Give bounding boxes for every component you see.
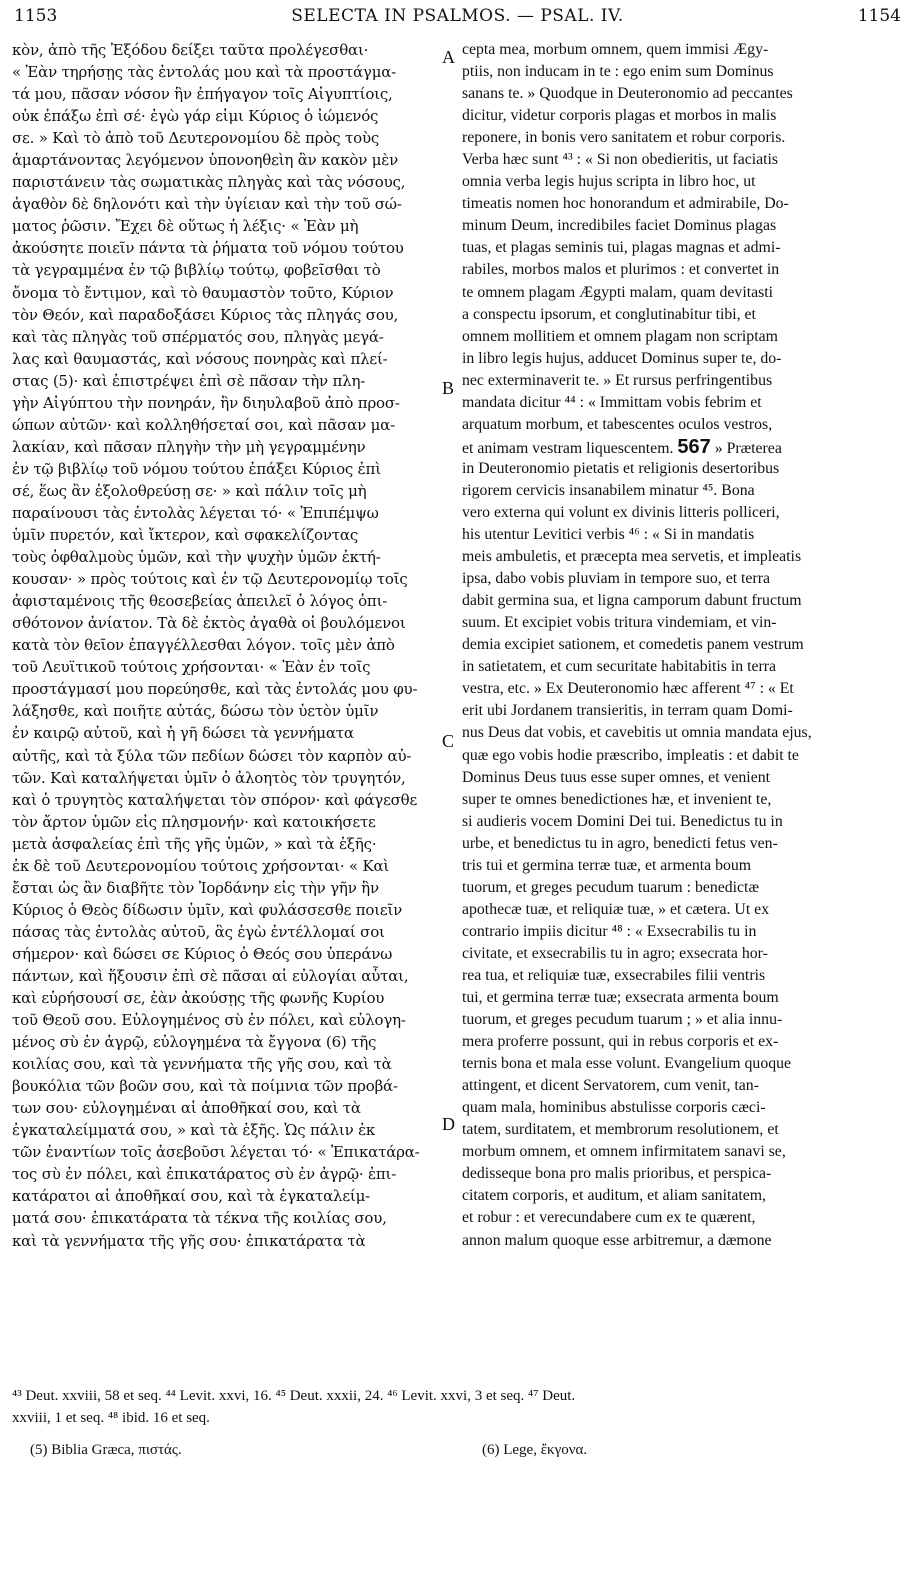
latin-text-line: sanans te. » Quodque in Deuteronomio ad peccantes (462, 85, 793, 103)
right-page-number: 1154 (857, 6, 901, 26)
latin-text-line: vestra, etc. » Ex Deuteronomio hæc afferent ⁴⁷ : « Et (462, 680, 794, 698)
section-marker-b: B (442, 378, 455, 398)
greek-text-line: ἐγκαταλείμματά σου, » καὶ τὰ ἑξῆς. Ὡς πάλιν ἐκ (12, 1121, 376, 1140)
latin-text-line: in satietatem, et cum securitate habitabitis in terra (462, 658, 777, 676)
greek-text-line: ὄνομα τὸ ἔντιμον, καὶ τὸ θαυμαστὸν τοῦτο, Κύριον (12, 283, 394, 302)
greek-text-line: καὶ τὰς πληγὰς τοῦ σπέρματός σου, πληγὰς μεγά- (12, 327, 384, 346)
latin-text-line: dicitur, videtur corporis plagas et morbos in malis (462, 107, 777, 125)
greek-text-line: τοὺς ὀφθαλμοὺς ὑμῶν, καὶ τὴν ψυχὴν ὑμῶν ἐκτή- (12, 548, 381, 567)
greek-text-line: ἐν τῷ βιβλίῳ τοῦ νόμου τούτου ἐπάξει Κύριος ἐπὶ (12, 459, 381, 478)
latin-text-line: nus Deus dat vobis, et cavebitis ut omnia mandata ejus, (462, 724, 812, 742)
latin-text-line: tui, et germina terræ tuæ; exsecrata armenta boum (462, 989, 779, 1007)
greek-text-line: τὰ γεγραμμένα ἐν τῷ βιβλίῳ τούτῳ, φοβεῖσθαι τὸ (12, 261, 381, 280)
greek-text-line: λακίαν, καὶ πᾶσαν πληγὴν τὴν μὴ γεγραμμένην (12, 437, 366, 456)
latin-text-line: et animam vestram liquescentem. 567 » Præterea (462, 435, 782, 458)
latin-text-line: tris tui et germina terræ tuæ, et armenta boum (462, 856, 752, 874)
greek-text-line: τά μου, πᾶσαν νόσον ἣν ἐπήγαγον τοῖς Αἰγυπτίοις, (12, 85, 393, 104)
latin-text-line: contrario impiis dicitur ⁴⁸ : « Exsecrabilis tu in (462, 922, 757, 940)
latin-text-line: suum. Et excipiet vobis tritura vindemiam, et vin- (462, 614, 777, 632)
greek-text-line: αὐτῆς, καὶ τὰ ξύλα τῶν πεδίων δώσει τὸν καρπὸν αὐ- (12, 746, 412, 765)
greek-text-line: πάσας τὰς ἐντολὰς αὐτοῦ, ἃς ἐγὼ ἐντέλλομαί σοι (12, 922, 385, 941)
latin-text-line: mera proferre possunt, qui in rebus corporis et ex- (462, 1033, 779, 1051)
latin-text-line: erit ubi Jordanem transieritis, in terram quam Domi- (462, 702, 793, 720)
latin-text-line: tuas, et plagas seminis tui, plagas magnas et admi- (462, 239, 781, 257)
critical-note-6: (6) Lege, ἔκγονα. (482, 1442, 588, 1458)
greek-text-line: παραίνουσι τὰς ἐντολὰς λέγεται τό· « Ἐπιπέμψω (12, 503, 379, 522)
latin-text-line: in libro legis hujus, adducet Dominus super te, do- (462, 349, 782, 367)
greek-text-line: τὸν ἄρτον ὑμῶν εἰς πλησμονήν· καὶ κατοικήσετε (12, 812, 376, 831)
greek-text-line: ἀγαθὸν δὲ δηλονότι καὶ τὴν ὑγίειαν καὶ τὴν τοῦ σώ- (12, 195, 402, 214)
latin-text-line: quæ ego vobis hodie præscribo, impleatis : et dabit te (462, 746, 799, 764)
latin-text-line: tuorum, et greges pecudum tuarum : benedictæ (462, 878, 759, 896)
greek-text-line: σέ, ἕως ἂν ἐξολοθρεύσῃ σε· » καὶ πάλιν τοῖς μὴ (12, 481, 367, 500)
greek-text-line: ἁμαρτάνοντας λεγόμενον ὑπονοηθεὶη ἂν κακὸν μὲν (12, 151, 399, 170)
left-page-number: 1153 (14, 6, 58, 26)
greek-text-line: ἔσται ὡς ἂν διαβῆτε τὸν Ἰορδάνην εἰς τὴν γῆν ἣν (12, 878, 379, 897)
latin-text-line: a conspectu ipsorum, et conglutinabitur tibi, et (462, 305, 756, 323)
latin-text-line: super te omnes benedictiones hæ, et invenient te, (462, 790, 772, 808)
greek-text-line: ἀκούσητε ποιεῖν πάντα τὰ ῥήματα τοῦ νόμου τούτου (12, 239, 404, 258)
greek-text-line: ὑμῖν πυρετόν, καὶ ἴκτερον, καὶ σφακελίζοντας (12, 526, 359, 545)
greek-text-line: τοῦ Λευϊτικοῦ τούτοις χρήσονται· « Ἐὰν ἐν τοῖς (12, 658, 371, 677)
greek-text-line: σθότονον ἀνίατον. Τὰ δὲ ἐκτὸς ἀγαθὰ οἱ βουλόμενοι (12, 614, 406, 633)
greek-text-line: λας καὶ θαυμαστάς, καὶ νόσους πονηρὰς καὶ πλεί- (12, 349, 388, 368)
section-marker-c: C (442, 731, 455, 751)
greek-text-line: μένος σὺ ἐν ἀγρῷ, εὐλογημένα τὰ ἔγγονα (6) τῆς (12, 1033, 377, 1052)
latin-text-line: urbe, et benedictus tu in agro, benedicti fetus ven- (462, 834, 778, 852)
greek-text-line: κοιλίας σου, καὶ τὰ γεννήματα τῆς γῆς σου, καὶ τὰ (12, 1055, 392, 1074)
greek-text-line: πάντων, καὶ ἥξουσιν ἐπὶ σὲ πᾶσαι αἱ εὐλογίαι αὗται, (12, 966, 409, 985)
greek-text-line: λάξησθε, καὶ ποιῆτε αὐτάς, δώσω τὸν ὑετὸν ὑμῖν (12, 702, 379, 721)
latin-text-line: mandata dicitur ⁴⁴ : « Immittam vobis febrim et (462, 393, 762, 411)
greek-text-line: στας (5)· καὶ ἐπιστρέψει ἐπὶ σὲ πᾶσαν τὴν πλη- (12, 371, 366, 390)
latin-text-line: vero externa qui volunt ex divinis litteris polliceri, (462, 503, 780, 521)
latin-text-line: ternis bona et mala esse volunt. Evangelium quoque (462, 1055, 792, 1073)
greek-text-line: ματος ῥῶσιν. Ἔχει δὲ οὕτως ἡ λέξις· « Ἐὰν μὴ (12, 217, 359, 236)
latin-text-line: te omnem plagam Ægypti malam, quam devitasti (462, 283, 774, 301)
latin-text-line: rabiles, morbos malos et plurimos : et convertet in (462, 261, 780, 279)
column-number: 567 (677, 435, 711, 458)
latin-text-line: ptiis, non inducam in te : ego enim sum Dominus (462, 63, 774, 81)
section-marker-d: D (442, 1114, 455, 1134)
latin-text-line: dedisseque bona pro malis prioribus, et perspica- (462, 1165, 772, 1183)
latin-text-line: omnem mollitiem et omnem plagam non scriptam (462, 327, 778, 345)
latin-text-line: citatem corporis, et auditum, et aliam sanitatem, (462, 1187, 766, 1205)
greek-text-line: βουκόλια τῶν βοῶν σου, καὶ τὰ ποίμνια τῶν προβά- (12, 1077, 398, 1096)
greek-text-line: ἐν καιρῷ αὐτοῦ, καὶ ἡ γῆ δώσει τὰ γεννήματα (12, 724, 354, 743)
latin-text-line: tatem, surditatem, et membrorum resolutionem, et (462, 1121, 779, 1139)
greek-text-line: μετὰ ἀσφαλείας ἐπὶ τῆς γῆς ὑμῶν, » καὶ τὰ ἑξῆς· (12, 834, 377, 853)
latin-text-line: tuorum, et greges pecudum tuarum ; » et alia innu- (462, 1011, 783, 1029)
latin-text-line: timeatis nomen hoc honorandum et admirabile, Do- (462, 195, 789, 213)
latin-text-line: dabit germina sua, et ligna camporum dabunt fructum (462, 592, 802, 610)
greek-text-line: τῶν. Καὶ καταλήψεται ὑμῖν ὁ ἀλοητὸς τὸν τρυγητόν, (12, 768, 406, 787)
latin-text-line: apothecæ tuæ, et reliquiæ tuæ, » et cætera. Ut ex (462, 900, 770, 918)
greek-text-line: καὶ ὁ τρυγητὸς καταλήψεται τὸν σπόρον· καὶ φάγεσθε (12, 790, 418, 809)
critical-note-5: (5) Biblia Græca, πιστάς. (30, 1442, 182, 1458)
greek-text-line: τῶν ἐναντίων τοῖς ἀσεβοῦσι λέγεται τό· « Ἐπικατάρα- (12, 1143, 420, 1162)
running-title: SELECTA IN PSALMOS. — PSAL. IV. (291, 6, 624, 26)
greek-column (12, 39, 437, 1252)
greek-text-line: παριστάνειν τὰς σωματικὰς πληγὰς καὶ τὰς νόσους, (12, 173, 406, 192)
footnote-line: xxviii, 1 et seq. ⁴⁸ ibid. 16 et seq. (12, 1410, 210, 1426)
greek-text-line: γὴν Αἰγύπτου τὴν πονηράν, ἣν διηυλαβοῦ ἀπὸ προσ- (12, 393, 400, 412)
greek-text-line: σήμερον· καὶ δώσει σε Κύριος ὁ Θεός σου ὑπεράνω (12, 944, 393, 963)
latin-text-line: Dominus Deus tuus esse super omnes, et venient (462, 768, 770, 786)
greek-text-line: προστάγμασί μου πορεύησθε, καὶ τὰς ἐντολάς μου φυ- (12, 680, 418, 699)
greek-text-line: τὸν Θεόν, καὶ παραδοξάσει Κύριος τὰς πληγάς σου, (12, 305, 399, 324)
greek-text-line: κατάρατοι αἱ ἀποθῆκαί σου, καὶ τὰ ἐγκαταλείμ- (12, 1187, 371, 1206)
greek-text-line: ἀφισταμένοις τῆς θεοσεβείας ἀπειλεῖ ὁ λόγος ὀπι- (12, 592, 388, 611)
greek-text-line: σε. » Καὶ τὸ ἀπὸ τοῦ Δευτερονομίου δὲ πρὸς τοὺς (12, 129, 380, 148)
greek-text-line: κὸν, ἀπὸ τῆς Ἐξόδου δείξει ταῦτα προλέγεσθαι· (12, 41, 369, 59)
latin-text-line: quam mala, hominibus abstulisse corporis cæci- (462, 1099, 766, 1117)
latin-text-line: rea tua, et reliquiæ tuæ, exsecrabiles filii ventris (462, 966, 766, 984)
section-marker-a: A (442, 47, 455, 67)
greek-text-line: κουσαν· » πρὸς τούτοις καὶ ἐν τῷ Δευτερονομίῳ τοῖς (12, 570, 408, 589)
footnote-line: ⁴³ Deut. xxviii, 58 et seq. ⁴⁴ Levit. xxvi, 16. ⁴⁵ Deut. xxxii, 24. ⁴⁶ Levit. xxvi, 3 et seq. ⁴⁷ Deut. (12, 1388, 576, 1404)
latin-text-line: cepta mea, morbum omnem, quem immisi Ægy- (462, 41, 769, 58)
latin-text-line: omnia verba legis hujus scripta in libro hoc, ut (462, 173, 756, 191)
latin-text-line: et robur : et verecundabere cum ex te quærent, (462, 1209, 756, 1227)
latin-text-line: civitate, et exsecrabilis tu in agro; exsecrata hor- (462, 944, 768, 962)
latin-text-line: arquatum morbum, et tabescentes oculos vestros, (462, 415, 773, 433)
latin-text-line: in Deuteronomio pietatis et religionis desertoribus (462, 459, 780, 477)
greek-text-line: κατὰ τὸν θεῖον ἐπαγγέλλεσθαι λόγον. τοῖς μὲν ἀπὸ (12, 636, 395, 655)
greek-text-line: ώπων αὐτῶν· καὶ κολληθήσεταί σοι, καὶ πᾶσαν μα- (12, 415, 395, 434)
greek-text-line: καὶ τὰ γεννήματα τῆς γῆς σου· ἐπικατάρατα τὰ (12, 1231, 366, 1250)
latin-text-line: minum Deum, incredibiles faciet Dominus plagas (462, 217, 777, 235)
greek-text-line: ἐκ δὲ τοῦ Δευτερονομίου τούτοις χρήσονται· « Καὶ (12, 856, 390, 875)
latin-text-line: rigorem cervicis insanabilem minatur ⁴⁵. Bona (462, 481, 755, 499)
greek-text-line: οὐκ ἐπάξω ἐπὶ σέ· ἐγὼ γάρ εἰμι Κύριος ὁ ἰώμενός (12, 107, 379, 126)
latin-text-line: ipsa, dabo vobis pluviam in tempore suo, et terra (462, 570, 770, 588)
greek-text-line: των σου· εὐλογημέναι αἱ ἀποθῆκαί σου, καὶ τὰ (12, 1099, 361, 1118)
latin-text-line: morbum omnem, et omnem infirmitatem sanavi se, (462, 1143, 786, 1161)
latin-text-line: demia excipiet sationem, et comedetis panem vestrum (462, 636, 804, 654)
latin-text-line: annon malum quoque esse arbitremur, a dæmone (462, 1231, 772, 1249)
greek-text-line: Κύριος ὁ Θεὸς δίδωσιν ὑμῖν, καὶ φυλάσσεσθε ποιεῖν (12, 900, 403, 919)
greek-text-line: τος σὺ ἐν πόλει, καὶ ἐπικατάρατος σὺ ἐν ἀγρῷ· ἐπι- (12, 1165, 397, 1184)
latin-text-line: his utentur Levitici verbis ⁴⁶ : « Si in mandatis (462, 526, 755, 544)
latin-text-line: nec exterminaverit te. » Et rursus perfringentibus (462, 371, 773, 389)
latin-text-line: reponere, in bonis vero sanitatem et robur corporis. (462, 129, 786, 147)
latin-text-line: attingent, et dicent Servatorem, cum venit, tan- (462, 1077, 759, 1095)
latin-column (462, 39, 900, 1252)
footnotes (12, 1385, 897, 1429)
running-header (14, 6, 901, 34)
greek-text-line: ματά σου· ἐπικατάρατα τὰ τέκνα τῆς κοιλίας σου, (12, 1209, 387, 1228)
latin-text-line: si audieris vocem Domini Dei tui. Benedictus tu in (462, 812, 783, 830)
greek-text-line: καὶ εὑρήσουσί σε, ἐὰν ἀκούσῃς τῆς φωνῆς Κυρίου (12, 989, 385, 1008)
greek-text-line: τοῦ Θεοῦ σου. Εὐλογημένος σὺ ἐν πόλει, καὶ εὐλογη- (12, 1011, 406, 1030)
latin-text-line: meis ambuletis, et præcepta mea servetis, et impleatis (462, 548, 802, 566)
latin-text-line: Verba hæc sunt ⁴³ : « Si non obedieritis, ut faciatis (462, 151, 779, 169)
greek-text-line: « Ἐὰν τηρήσῃς τὰς ἐντολάς μου καὶ τὰ προστάγμα- (12, 63, 397, 82)
